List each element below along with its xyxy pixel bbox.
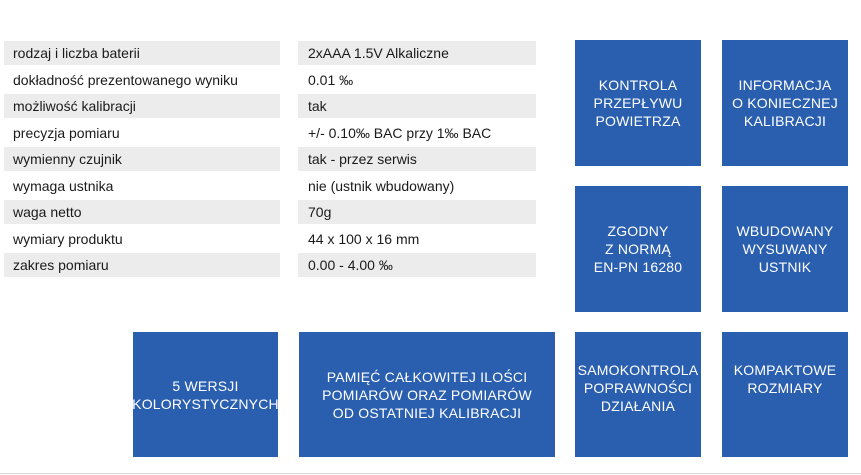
spec-row-sensor <box>4 146 536 173</box>
spec-row-accuracy <box>4 67 536 94</box>
spec-value: tak <box>298 94 536 118</box>
feature-calibration-info: INFORMACJA O KONIECZNEJ KALIBRACJI <box>722 40 848 166</box>
spec-row-precision <box>4 120 536 147</box>
spec-label: rodzaj i liczba baterii <box>4 41 280 65</box>
spec-label: precyzja pomiaru <box>13 124 120 141</box>
feature-self-check: SAMOKONTROLA POPRAWNOŚCI DZIAŁANIA <box>575 332 701 457</box>
spec-value: 44 x 100 x 16 mm <box>308 230 420 247</box>
spec-row-calibration <box>4 93 536 120</box>
spec-label: waga netto <box>4 200 280 224</box>
specifications-table <box>4 40 536 279</box>
spec-label: wymiary produktu <box>13 230 123 247</box>
spec-value: 0.00 - 4.00 ‰ <box>298 253 536 277</box>
feature-color-versions: 5 WERSJI KOLORYSTYCZNYCH <box>133 332 278 457</box>
spec-row-range <box>4 252 536 279</box>
spec-row-mouthpiece <box>4 173 536 200</box>
spec-row-dimensions <box>4 226 536 253</box>
bottom-divider <box>0 473 861 474</box>
spec-label: dokładność prezentowanego wyniku <box>13 71 238 88</box>
spec-label: wymienny czujnik <box>4 147 280 171</box>
spec-label: możliwość kalibracji <box>4 94 280 118</box>
feature-airflow-control: KONTROLA PRZEPŁYWU POWIETRZA <box>575 40 701 166</box>
spec-row-weight <box>4 199 536 226</box>
feature-norm-compliance: ZGODNY Z NORMĄ EN-PN 16280 <box>575 186 701 312</box>
spec-value: +/- 0.10‰ BAC przy 1‰ BAC <box>308 124 492 141</box>
feature-compact-size: KOMPAKTOWE ROZMIARY <box>722 332 848 457</box>
spec-value: 2xAAA 1.5V Alkaliczne <box>298 41 536 65</box>
spec-row-battery <box>4 40 536 67</box>
spec-label: wymaga ustnika <box>13 177 114 194</box>
feature-built-in-mouthpiece: WBUDOWANY WYSUWANY USTNIK <box>722 186 848 312</box>
spec-label: zakres pomiaru <box>4 253 280 277</box>
feature-measurement-memory: PAMIĘĆ CAŁKOWITEJ ILOŚCI POMIARÓW ORAZ POMIARÓW OD OSTATNIEJ KALIBRACJI <box>299 332 555 457</box>
spec-value: 70g <box>298 200 536 224</box>
spec-value: tak - przez serwis <box>298 147 536 171</box>
spec-value: nie (ustnik wbudowany) <box>308 177 455 194</box>
spec-value: 0.01 ‰ <box>308 71 354 88</box>
